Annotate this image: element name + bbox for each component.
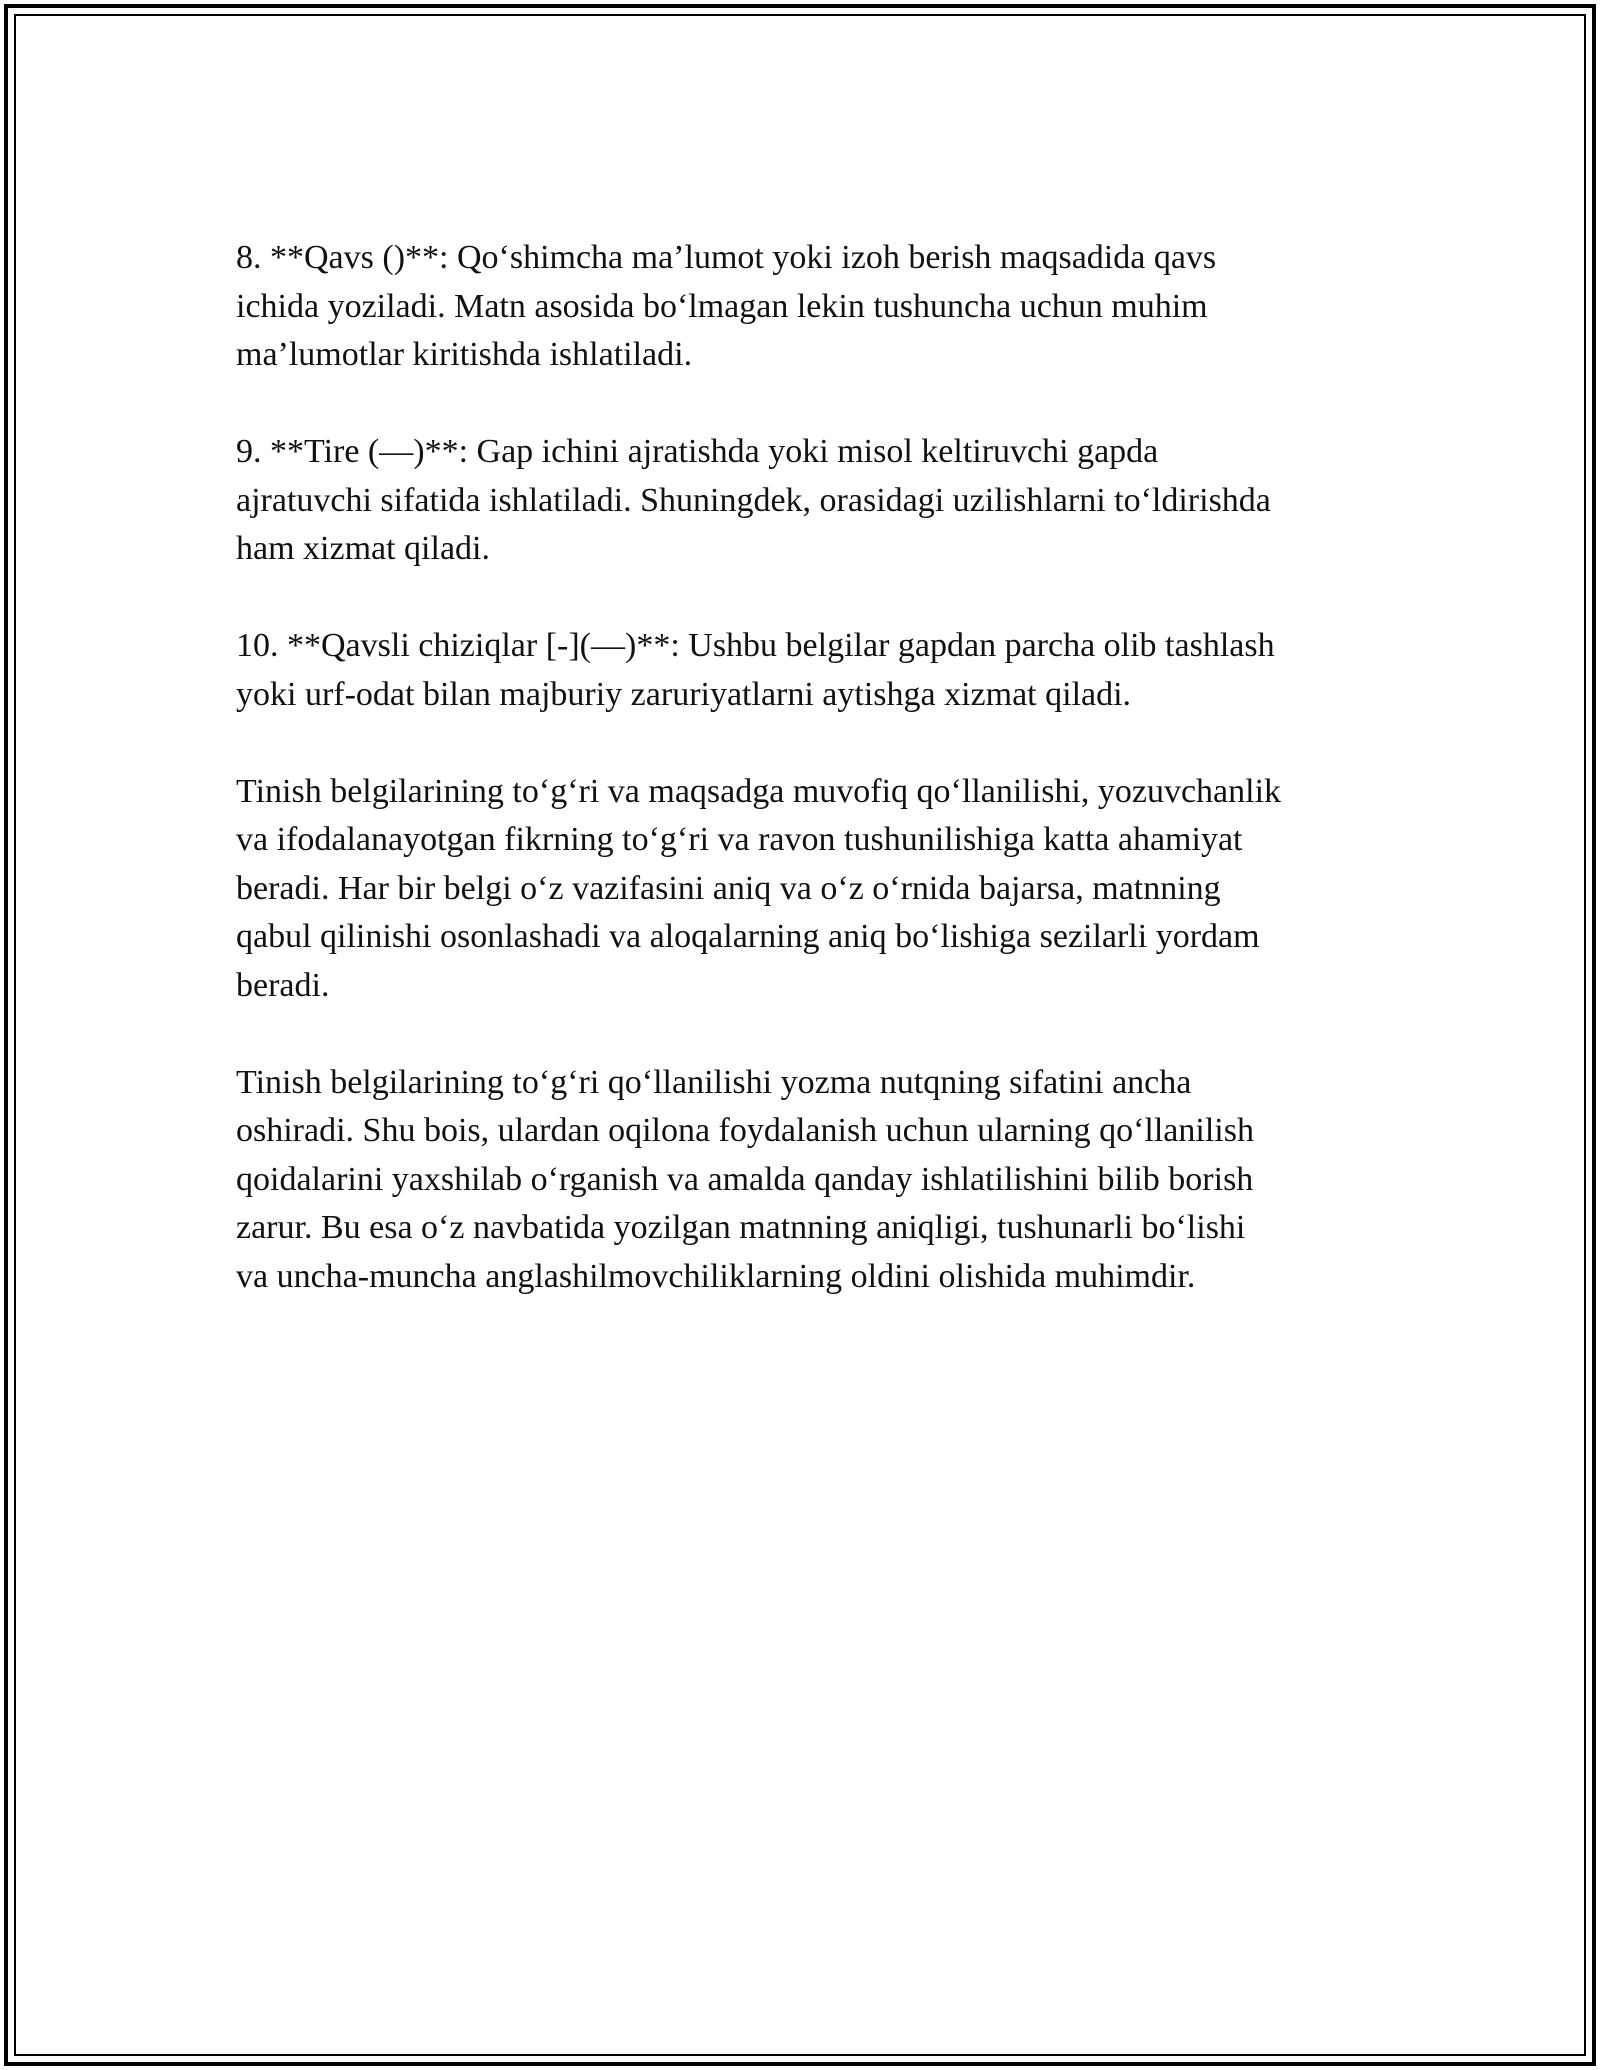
text-line: qabul qilinishi osonlashadi va aloqalarning aniq bo‘lishiga sezilarli yordam (236, 918, 1260, 955)
document-body (236, 234, 1376, 1301)
paragraph-item-10 (236, 622, 1376, 719)
text-line: va uncha-muncha anglashilmovchiliklarning oldini olishida muhimdir. (236, 1257, 1196, 1295)
text-line: va ifodalanayotgan fikrning to‘g‘ri va ravon tushunilishiga katta ahamiyat (236, 821, 1243, 858)
text-line: 8. **Qavs ()**: Qo‘shimcha ma’lumot yoki izoh berish maqsadida qavs (236, 239, 1217, 276)
text-line: beradi. Har bir belgi o‘z vazifasini aniq va o‘z o‘rnida bajarsa, matnning (236, 869, 1221, 907)
text-line: ham xizmat qiladi. (236, 530, 490, 567)
text-line: qoidalarini yaxshilab o‘rganish va amalda qanday ishlatilishini bilib borish (236, 1160, 1254, 1198)
paragraph-item-9 (236, 428, 1376, 574)
text-line: yoki urf-odat bilan majburiy zaruriyatlarni aytishga xizmat qiladi. (236, 675, 1132, 713)
text-line: ichida yoziladi. Matn asosida bo‘lmagan lekin tushuncha uchun muhim (236, 287, 1208, 325)
text-line: ajratuvchi sifatida ishlatiladi. Shuningdek, orasidagi uzilishlarni to‘ldirishda (236, 481, 1271, 519)
text-line: oshiradi. Shu bois, ulardan oqilona foydalanish uchun ularning qo‘llanilish (236, 1112, 1254, 1149)
text-line: zarur. Bu esa o‘z navbatida yozilgan matnning aniqligi, tushunarli bo‘lishi (236, 1209, 1246, 1246)
paragraph-item-8 (236, 234, 1376, 380)
text-line: ma’lumotlar kiritishda ishlatiladi. (236, 336, 693, 373)
paragraph-summary-1 (236, 768, 1376, 1011)
text-line: 9. **Tire (—)**: Gap ichini ajratishda yoki misol keltiruvchi gapda (236, 433, 1159, 470)
text-line: beradi. (236, 966, 330, 1004)
text-line: 10. **Qavsli chiziqlar [-](—)**: Ushbu belgilar gapdan parcha olib tashlash (236, 627, 1275, 664)
paragraph-summary-2 (236, 1059, 1376, 1302)
text-line: Tinish belgilarining to‘g‘ri va maqsadga muvofiq qo‘llanilishi, yozuvchanlik (236, 772, 1282, 810)
text-line: Tinish belgilarining to‘g‘ri qo‘llanilishi yozma nutqning sifatini ancha (236, 1063, 1192, 1101)
